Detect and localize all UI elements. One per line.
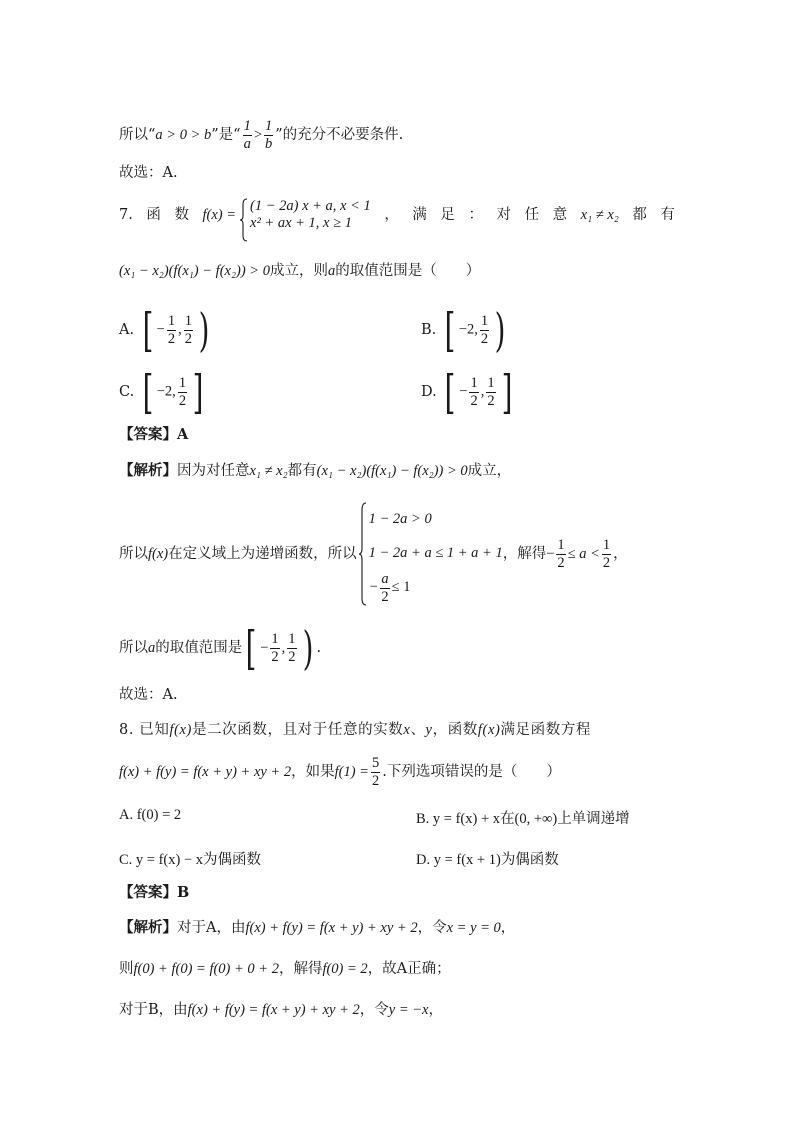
text: 都 [632,207,647,224]
q7-line-1 [119,198,675,233]
math-variable: x [403,722,411,738]
text: 、 [410,722,426,738]
system-row-3 [368,571,503,605]
text: ，函数 [432,722,478,738]
fraction-half [486,375,495,409]
denominator: 2 [271,648,279,665]
numerator: 1 [184,313,192,329]
text: ，故A正确； [367,961,451,977]
left-bracket: [ [142,365,154,419]
q7-line-2 [119,264,480,279]
left-bracket: [ [444,365,456,419]
denominator: 2 [371,772,380,789]
numerator: 1 [167,313,176,329]
numerator: 1 [271,631,279,647]
comma: , [281,639,286,656]
denominator: 2 [178,392,187,409]
text: 8. 已知 [119,722,170,738]
numerator: 1 [470,375,478,391]
math-equation: f(x) + f(y) = f(x + y) + xy + 2 [245,920,418,936]
text: 函 [146,207,161,224]
denominator: 2 [470,392,478,409]
option-label: B. [421,322,437,338]
text: 故选：A. [119,165,178,181]
text: 的取值范围是（ ） [335,263,481,279]
explain-8-line-1 [119,921,515,936]
option-text: D. y = f(x + 1) [416,852,501,868]
numerator: 1 [602,537,611,553]
text: ， [384,207,399,224]
fraction-half [469,375,478,409]
inequality-system [359,502,503,606]
numerator: 1 [243,118,251,134]
text: ，解得 [502,545,547,562]
fraction-five-halves [371,755,380,789]
fraction-half [167,313,176,347]
denominator: b [265,135,273,152]
text: 故选：A. [119,687,178,703]
system-row-1: 1 − 2a > 0 [368,511,432,528]
answer-7 [119,428,188,443]
right-bracket: ] [192,365,204,419]
text: . [316,639,322,656]
minus-sign: − [156,321,165,338]
fraction-a-over-2 [380,571,389,605]
numerator: 1 [288,631,296,647]
numerator: 5 [371,755,380,771]
fraction-half [602,537,611,571]
fraction-half [178,375,187,409]
case-2: x² + ax + 1, x ≥ 1 [250,215,352,232]
option-value: −2, [156,383,176,400]
fraction-half [556,537,565,571]
text: ： [468,207,483,224]
fraction-1-over-b [264,118,273,152]
text: 的取值范围是 [155,639,243,656]
fraction-half [287,631,296,665]
option-label: C. [119,384,135,400]
text: ，令 [417,920,447,936]
text: 对于B，由 [119,1002,188,1018]
text: .下列选项错误的是（ ） [382,763,561,780]
right-paren: ) [302,621,313,675]
text: 意 [552,207,568,224]
q7-option-c[interactable] [119,365,207,419]
numerator: 1 [487,375,495,391]
math-condition: x₁ ≠ x₂ [249,463,288,479]
option-label: D. [421,384,437,400]
denominator: 2 [288,648,296,665]
math-function: f(x) [148,545,169,562]
text: ，令 [359,1002,389,1018]
fraction-half [184,313,193,347]
line-1 [119,118,403,152]
comma: , [480,383,485,400]
denominator: 2 [487,392,495,409]
piecewise-rows [240,198,371,233]
math-condition: x₁ ≠ x₂ [580,207,619,224]
math-variable: a [327,263,336,279]
text: 则 [119,961,134,977]
option-label: A. [119,322,135,338]
math-expression: f(0) = 2 [322,961,368,977]
system-row-2: 1 − 2a + a ≤ 1 + a + 1 [368,545,503,562]
denominator: 2 [167,330,176,347]
denominator: 2 [557,554,565,571]
answer-8 [119,886,189,901]
denominator: a [243,135,251,152]
answer-label: 【答案】B [119,884,190,901]
text: 有 [660,207,675,224]
explain-7-line-2 [119,500,628,608]
question-number: 7. [119,207,133,224]
text: 所以“ [119,127,156,143]
text: 任 [524,207,540,224]
math-equation: f(x) + f(y) = f(x + y) + xy + 2 [187,1002,360,1018]
q8-option-a[interactable] [119,807,181,824]
text: 所以 [119,639,148,656]
text: 足 [440,207,455,224]
text: 成立，则 [269,263,328,279]
text: ≤ 1 [391,579,411,596]
system-rows [359,502,503,606]
q8-option-d[interactable] [416,848,559,869]
text: 为偶函数 [500,852,559,868]
piecewise-system [240,198,371,233]
q8-option-b[interactable] [416,807,630,828]
q8-line-1 [119,723,591,738]
numerator: 1 [557,537,565,553]
case-1: (1 − 2a) x + a, x < 1 [250,198,371,214]
text: 在 [500,811,515,827]
option-text: C. y = f(x) − x [119,852,204,868]
text: 对于A，由 [177,920,246,936]
gt-sign: > [253,127,263,143]
fraction-half [480,313,489,347]
math-equation: f(0) + f(0) = f(0) + 0 + 2 [133,961,279,977]
text: 为偶函数 [203,852,262,868]
text: ”的充分不必要条件. [275,127,404,143]
fraction-half [270,631,279,665]
left-brace-icon [359,502,367,606]
text: 都有 [287,463,317,479]
numerator: a [381,571,389,587]
text: ”是“ [211,127,241,143]
explanation-label: 【解析】 [119,919,177,936]
math-equation: f(x) + f(y) = f(x + y) + xy + 2 [119,763,292,780]
math-inequality: (x₁ − x₂)(f(x₁) − f(x₂)) > 0 [316,463,468,479]
explanation-label: 【解析】 [119,462,177,479]
option-text: A. f(0) = 2 [119,807,182,823]
minus-sign: − [260,639,269,656]
line-2 [119,166,178,181]
math-function: f(x) [477,722,501,738]
text: 满足函数方程 [500,722,592,738]
explain-7-line-1 [119,464,511,479]
q7-option-b[interactable] [421,303,509,357]
piecewise-function [202,198,370,233]
minus-sign: − [546,545,555,562]
denominator: 2 [381,588,389,605]
fraction-1-over-a [243,118,252,152]
right-paren: ) [198,303,210,357]
text: 因为对任意 [177,463,250,479]
right-bracket: ] [501,365,512,419]
numerator: 1 [178,375,187,391]
text: 满 [412,207,427,224]
text: ， [613,545,628,562]
denominator: 2 [602,554,611,571]
math-expression: y = −x [388,1002,429,1018]
option-text: B. y = f(x) + x [416,811,501,827]
text: ，解得 [278,961,323,977]
text: 是二次函数，且对于任意的实数 [191,722,404,738]
explain-7-end [119,688,178,703]
text: ， [500,920,516,936]
left-brace-icon [240,198,248,242]
math-expression: f(1) = [334,763,369,780]
math-inequality: (x₁ − x₂)(f(x₁) − f(x₂)) > 0 [119,263,270,279]
math-expression: x = y = 0 [446,920,501,936]
text: 数 [174,207,189,224]
explain-7-line-3 [119,621,322,675]
explain-8-line-2 [119,962,451,977]
text: 在定义域上为递增函数，所以 [168,545,357,562]
function-label: f(x) = [202,207,237,224]
text: 上单调递增 [557,811,630,827]
math-variable: y [425,722,433,738]
minus-sign: − [368,579,379,596]
math-inequality: ≤ a < [567,545,600,562]
math-function: f(x) [169,722,192,738]
comma: , [178,321,182,338]
numerator: 1 [480,313,489,329]
numerator: 1 [265,118,273,134]
denominator: 2 [480,330,489,347]
q8-line-2 [119,754,561,790]
denominator: 2 [184,330,192,347]
text: 所以 [119,545,148,562]
text: 成立， [467,463,512,479]
text: ， [428,1002,443,1018]
q7-option-d[interactable] [421,365,516,419]
left-bracket: [ [444,303,456,357]
minus-sign: − [459,383,468,400]
q7-option-a[interactable] [119,303,213,357]
right-paren: ) [494,303,506,357]
answer-label: 【答案】A [119,426,189,443]
math-variable: a [148,639,156,656]
text: 对 [496,207,512,224]
left-bracket: [ [245,621,257,675]
math-condition: a > 0 > b [155,127,212,143]
left-bracket: [ [142,303,154,357]
q8-option-c[interactable] [119,848,261,869]
explain-8-line-3 [119,1003,443,1018]
option-value: −2, [458,321,478,338]
math-interval: (0, +∞) [514,811,558,827]
text: ，如果 [291,763,335,780]
